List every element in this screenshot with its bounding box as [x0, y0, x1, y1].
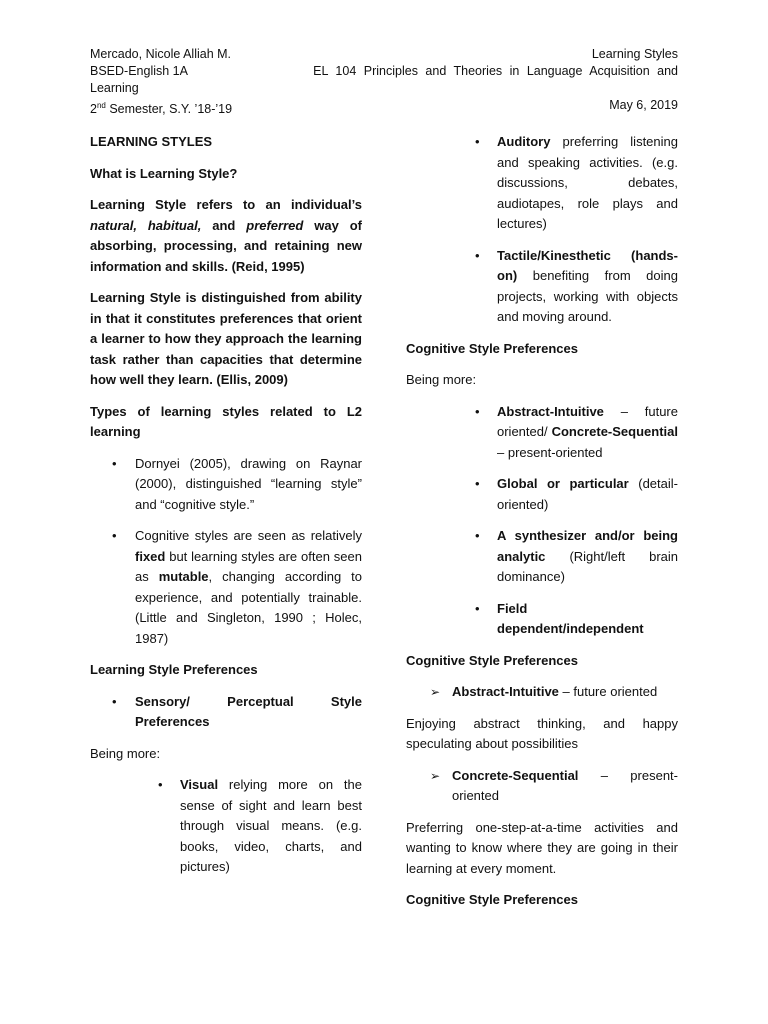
bullet-dot-icon: • — [158, 777, 163, 792]
bullet-dot-icon: • — [475, 247, 480, 263]
being-more-label: Being more: — [90, 745, 161, 761]
bullet-dot-icon: • — [475, 476, 480, 491]
list-item: • Dornyei (2005), drawing on Raynar (2000), distinguished “learning style” and “cognitive style.” — [112, 455, 362, 512]
learning-style-preferences-heading: Learning Style Preferences — [90, 662, 258, 677]
bullet-dot-icon: • — [475, 528, 480, 543]
list-item: • A synthesizer and/or being analytic (Right/left brain dominance) — [475, 528, 678, 584]
semester: 2nd Semester, S.Y. ’18-’19 — [90, 101, 233, 117]
course-title-cont: Learning — [90, 81, 139, 95]
right-column — [406, 132, 678, 911]
document-title: Learning Styles — [591, 47, 678, 61]
bullet-dot-icon: • — [475, 134, 480, 149]
list-item: ➢ Concrete-Sequential – present-oriented — [430, 767, 678, 803]
being-more-label: Being more: — [406, 372, 477, 387]
list-item: • Field dependent/independent — [475, 600, 644, 636]
list-item: • Visual relying more on the sense of sight and learn best through visual means. (e.g. books, video, charts, and pictures) — [158, 777, 362, 874]
list-item: • Abstract-Intuitive – future oriented/ Concrete-Sequential – present-oriented — [475, 403, 678, 460]
list-item: • Cognitive styles are seen as relatively fixed but learning styles are often seen as mutable, changing according to experience, and potentially trainable. (Little and Singleton, 1990 ; Holec, 1987) — [112, 528, 362, 646]
section-heading: LEARNING STYLES — [90, 134, 213, 149]
arrow-bullet-icon: ➢ — [430, 768, 441, 783]
cognitive-style-heading: Cognitive Style Preferences — [406, 652, 578, 668]
bullet-dot-icon: • — [112, 455, 117, 471]
definition-paragraph: Learning Style refers to an individual’s natural, habitual, and preferred way of absorbing, processing, and retaining new information and skills. (Reid, 1995) — [90, 197, 362, 274]
cognitive-style-heading: Cognitive Style Preferences — [406, 892, 578, 907]
arrow-bullet-icon: ➢ — [430, 685, 441, 699]
types-paragraph: Types of learning styles related to L2 learning — [90, 403, 362, 439]
question-heading: What is Learning Style? — [90, 165, 238, 181]
bullet-dot-icon: • — [112, 528, 117, 543]
left-column — [90, 132, 362, 878]
list-item: • Auditory preferring listening and speaking activities. (e.g. discussions, debates, audiotapes, role plays and lectures) — [475, 134, 678, 231]
author-name: Mercado, Nicole Alliah M. — [90, 47, 232, 61]
list-item: • Global or particular (detail-oriented) — [475, 476, 678, 512]
page-header — [90, 46, 678, 117]
cognitive-style-heading: Cognitive Style Preferences — [406, 340, 578, 356]
list-item: • Tactile/Kinesthetic (hands-on) benefiting from doing projects, working with objects and moving around. — [475, 247, 678, 324]
bullet-dot-icon: • — [475, 600, 480, 616]
date: May 6, 2019 — [609, 98, 678, 112]
distinction-paragraph: Learning Style is distinguished from ability in that it constitutes preferences that orient a learner to how they approach the learning task rather than capacities that determine how well they learn. (Ellis, 2009) — [90, 290, 362, 387]
list-item: ➢ Abstract-Intuitive – future oriented — [406, 682, 678, 703]
list-item: • Sensory/ Perceptual Style Preferences — [112, 693, 362, 729]
abstract-intuitive-description: Enjoying abstract thinking, and happy speculating about possibilities — [406, 715, 678, 751]
concrete-sequential-description: Preferring one-step-at-a-time activities and wanting to know where they are going in their learning at every moment. — [406, 819, 678, 876]
course-title: EL 104 Principles and Theories in Language Acquisition and — [313, 64, 678, 78]
program: BSED-English 1A — [90, 64, 188, 78]
bullet-dot-icon: • — [112, 693, 117, 709]
bullet-dot-icon: • — [475, 403, 480, 419]
